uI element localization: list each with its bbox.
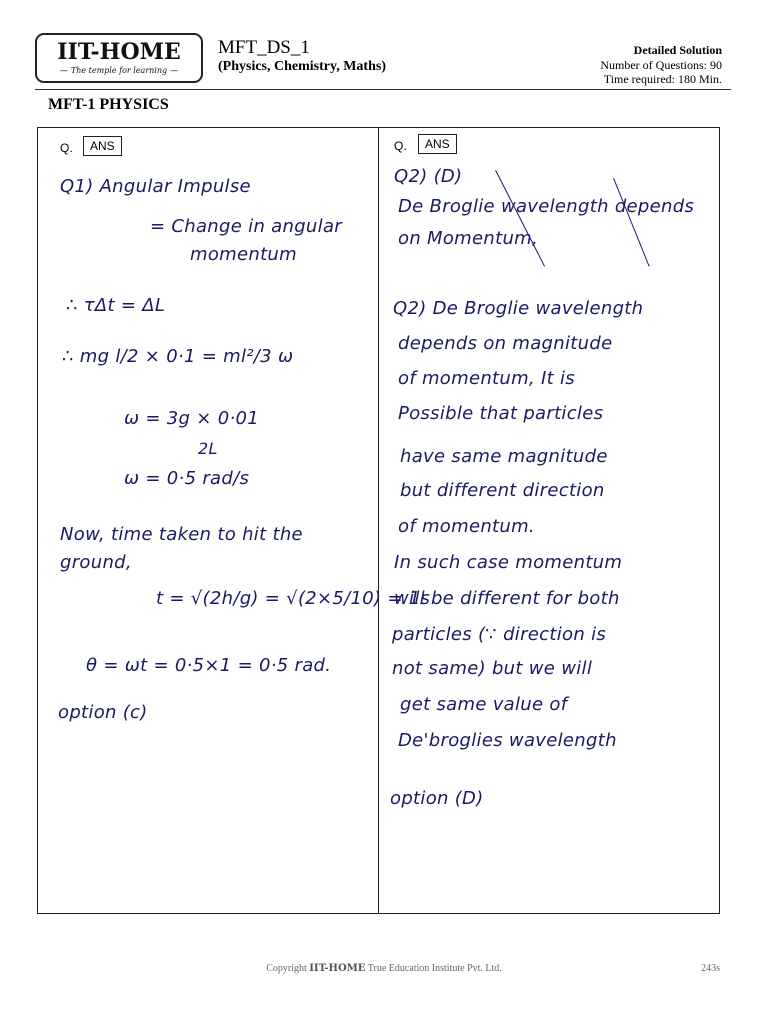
solution-line: option (D): [390, 788, 484, 809]
solution-line: ∴ mg l/2 × 0·1 = ml²/3 ω: [62, 346, 294, 367]
solution-type: Detailed Solution: [633, 43, 722, 57]
q-label-left: Q.: [60, 141, 73, 155]
solution-line: ∴ τΔt = ΔL: [66, 295, 166, 316]
solution-line: In such case momentum: [394, 552, 623, 573]
solution-line: of momentum, It is: [398, 368, 575, 389]
solution-line: t = √(2h/g) = √(2×5/10) = 1s: [156, 588, 431, 609]
ans-box-right: ANS: [418, 134, 457, 154]
solution-line: but different direction: [400, 480, 605, 501]
document-meta: [600, 43, 722, 87]
solution-line: option (c): [58, 702, 148, 723]
footer-brand: IIT-HOME: [309, 963, 366, 974]
solution-line: have same magnitude: [400, 446, 608, 467]
copyright-label: Copyright: [266, 963, 307, 974]
page-number: 243s: [701, 963, 720, 974]
document-subjects: (Physics, Chemistry, Maths): [218, 59, 386, 74]
solution-line: De'broglies wavelength: [398, 730, 617, 751]
solution-line: θ = ωt = 0·5×1 = 0·5 rad.: [86, 655, 332, 676]
strike-mark: [613, 178, 650, 266]
document-code: MFT_DS_1: [218, 37, 310, 58]
q-label-right: Q.: [394, 139, 407, 153]
solution-line: depends on magnitude: [398, 333, 613, 354]
struck-line: Q2) (D): [394, 166, 463, 187]
footer: [0, 963, 768, 974]
solution-line: = Change in angular: [150, 216, 342, 237]
ans-box-left: ANS: [83, 136, 122, 156]
logo-tagline: — The temple for learning —: [37, 66, 201, 75]
solution-line: ω = 3g × 0·01: [124, 408, 259, 429]
solution-line: particles (∵ direction is: [392, 624, 607, 645]
answer-sheet: [37, 127, 720, 914]
header-divider: [35, 89, 731, 90]
solution-line: Q2) De Broglie wavelength: [393, 298, 644, 319]
solution-line: 2L: [198, 439, 218, 458]
struck-line: De Broglie wavelength depends: [398, 196, 695, 217]
solution-line: of momentum.: [398, 516, 535, 537]
logo: [35, 33, 203, 83]
solution-line: Now, time taken to hit the: [60, 524, 303, 545]
solution-line: will be different for both: [394, 588, 620, 609]
section-title: MFT-1 PHYSICS: [48, 96, 169, 113]
time-required: Time required: 180 Min.: [603, 72, 722, 86]
solution-line: get same value of: [400, 694, 568, 715]
solution-line: ω = 0·5 rad/s: [124, 468, 250, 489]
column-divider: [378, 128, 379, 913]
company-name: True Education Institute Pvt. Ltd.: [367, 963, 502, 974]
struck-line: on Momentum,: [398, 228, 539, 249]
solution-line: ground,: [60, 552, 132, 573]
solution-line: Q1) Angular Impulse: [60, 176, 251, 197]
solution-line: Possible that particles: [398, 403, 604, 424]
question-count: Number of Questions: 90: [600, 57, 722, 72]
solution-line: not same) but we will: [392, 658, 593, 679]
strike-mark: [495, 170, 545, 267]
solution-line: momentum: [190, 244, 297, 265]
logo-text: IIT-HOME: [57, 39, 181, 65]
